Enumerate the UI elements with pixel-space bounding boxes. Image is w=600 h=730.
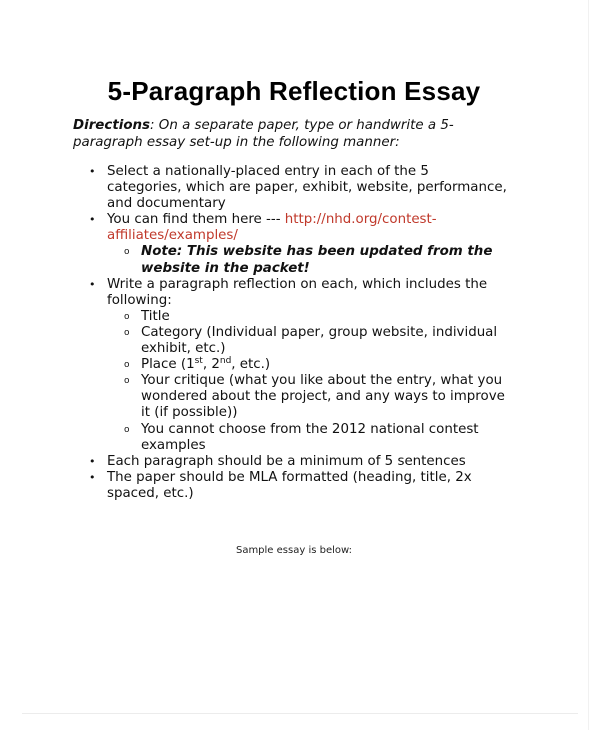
sub-list-item: [107, 422, 505, 454]
list-item: [0, 212, 507, 276]
directions-label: Directions: [73, 118, 151, 133]
instructions-list: [0, 164, 600, 502]
sub-list-item-text: Title: [141, 308, 170, 324]
superscript-st: st: [194, 356, 203, 367]
sub-list-item-text: You cannot choose from the 2012 national contest examples: [141, 421, 479, 453]
sub-list: [107, 244, 507, 276]
bullet-icon: •: [89, 165, 96, 178]
sample-essay-note: Sample essay is below:: [235, 545, 353, 556]
examples-link[interactable]: http://nhd.org/contest-affiliates/examples/: [107, 212, 437, 244]
page-edge: [588, 0, 589, 730]
sub-list-item: [107, 309, 505, 325]
sub-list-item: [107, 373, 505, 421]
list-item: [0, 454, 507, 470]
sub-list-item: [107, 357, 505, 373]
list-item-text: You can find them here ---: [107, 212, 285, 228]
list-item: [0, 277, 507, 454]
sub-list-item-text: , etc.): [231, 357, 271, 373]
list-item-text: Write a paragraph reflection on each, which includes the following:: [107, 276, 488, 308]
bullet-icon: •: [89, 277, 96, 291]
bullet-icon: •: [89, 470, 96, 484]
directions-text: : On a separate paper, type or handwrite a 5-paragraph essay set-up in the following manner:: [73, 118, 454, 150]
sub-bullet-icon: o: [124, 424, 130, 435]
superscript-nd: nd: [219, 356, 232, 367]
list-item: [0, 164, 507, 212]
website-update-note: Note: This website has been updated from the website in the packet!: [141, 244, 493, 276]
sub-list-item-text: Category (Individual paper, group website, individual exhibit, etc.): [141, 324, 498, 357]
sub-bullet-icon: o: [124, 327, 130, 338]
page-divider: [22, 713, 578, 714]
list-item: [0, 470, 507, 502]
sub-list-item: [107, 244, 505, 276]
list-item-text: Each paragraph should be a minimum of 5 sentences: [107, 453, 466, 469]
sub-bullet-icon: o: [124, 311, 130, 322]
sub-list-item-text: Place (1: [141, 357, 195, 373]
sub-list-item: [107, 325, 505, 357]
sub-bullet-icon: o: [124, 376, 130, 387]
list-item-text: Select a nationally-placed entry in each of the 5 categories, which are paper, exhibit, website, performance, and documentary: [107, 164, 507, 212]
list-item-text: The paper should be MLA formatted (heading, title, 2x spaced, etc.): [107, 469, 472, 501]
sub-list-item-text: , 2: [202, 357, 220, 373]
sub-list: [107, 309, 507, 454]
directions-paragraph: [73, 118, 513, 151]
sub-bullet-icon: o: [124, 360, 130, 371]
bullet-icon: •: [89, 213, 96, 227]
document-title: 5-Paragraph Reflection Essay: [107, 76, 481, 106]
sub-bullet-icon: o: [124, 247, 130, 258]
bullet-icon: •: [89, 454, 96, 468]
sub-list-item-text: Your critique (what you like about the entry, what you wondered about the project, and any ways to improve it (if possible)): [141, 373, 505, 421]
